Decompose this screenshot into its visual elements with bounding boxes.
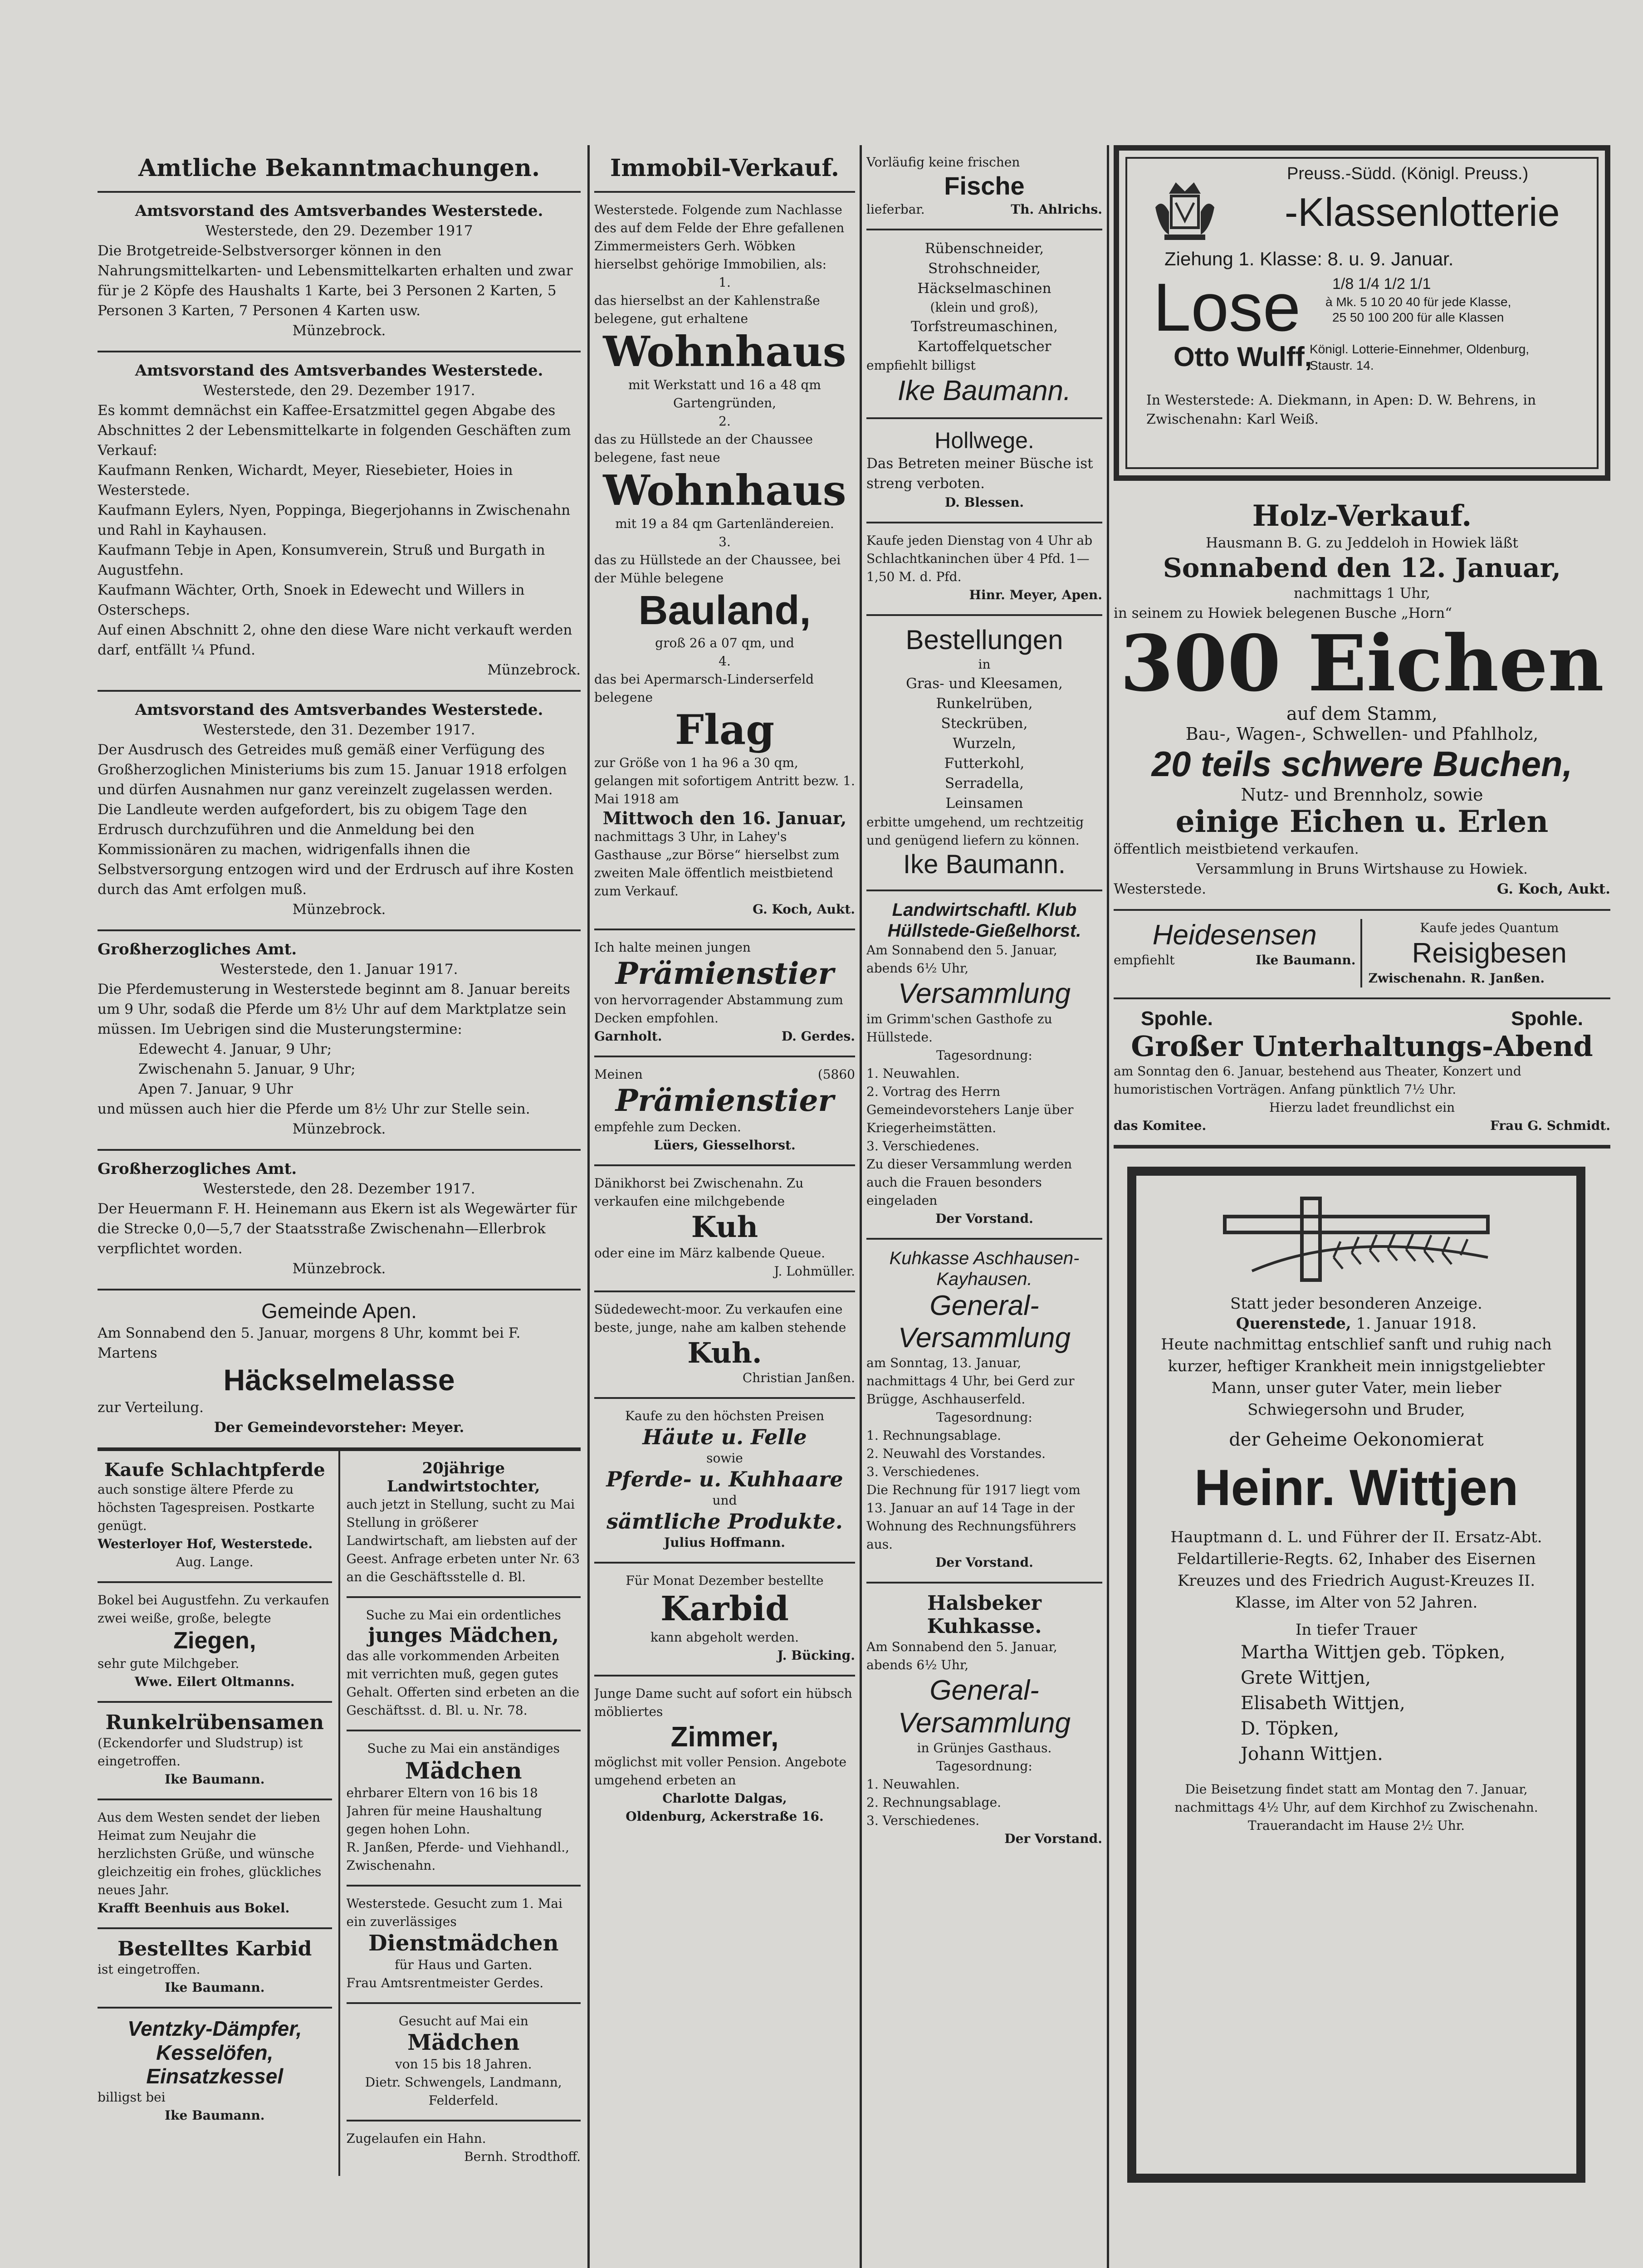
ads-left-column: [98, 1451, 340, 2176]
ad-signature: Wwe. Eilert Oltmanns.: [134, 1674, 295, 1689]
agenda-item: 1. Neuwahlen.: [866, 1776, 960, 1792]
ad: [866, 616, 1102, 892]
ad-body: im Grimm'schen Gasthofe zu Hüllstede.: [866, 1011, 1052, 1045]
column-ads-right: [1114, 145, 1610, 2183]
ad-line: Häckselmaschinen: [917, 280, 1051, 297]
ad-body: auf dem Stamm,: [1286, 704, 1438, 725]
notice-title: Großherzogliches Amt.: [98, 1160, 297, 1178]
ad-signature: das Komitee.: [1114, 1118, 1207, 1134]
ad-line: sämtliche Produkte.: [606, 1509, 843, 1534]
column-official-notices: [98, 150, 581, 2176]
ads-right-column: [340, 1451, 581, 2176]
ads-pair: [1114, 911, 1610, 999]
ad-signature-row: [1114, 1117, 1610, 1135]
ad-body: ist eingetroffen.: [98, 1961, 200, 1977]
ad-headline: Zimmer,: [670, 1721, 779, 1753]
ad-line: Leinsamen: [945, 795, 1023, 811]
ad-headline: Kuh.: [687, 1336, 762, 1369]
real-estate-sale: [594, 191, 855, 930]
death-notice-place: Querenstede,: [1236, 1315, 1351, 1333]
ad-line: Runkelrüben,: [936, 695, 1033, 712]
ad-body: Gesucht auf Mai ein: [398, 2014, 528, 2029]
item-headline: Wohnhaus: [603, 465, 846, 515]
ad-body: am Sonntag den 6. Januar, bestehend aus Theater, Konzert und humoristischen Vorträgen. Anfang pünktlich 7½ Uhr.: [1114, 1064, 1521, 1097]
death-notice-family: [1159, 1640, 1554, 1767]
ad-body: Das Betreten meiner Büsche ist streng verboten.: [866, 455, 1093, 492]
notice-body: Es kommt demnächst ein Kaffee-Ersatzmittel gegen Abgabe des Abschnittes 2 der Lebensmittelkarte in folgenden Geschäften zum Verkauf:: [98, 402, 571, 459]
notice-line: Kaufmann Wächter, Orth, Snoek in Edewecht und Willers in Osterscheps.: [98, 582, 525, 618]
item-text: das zu Hüllstede an der Chaussee, bei der Mühle belegene: [594, 552, 841, 586]
ad-headline: Prämienstier: [615, 956, 834, 992]
ad-title: Kaufe Schlachtpferde: [104, 1459, 325, 1481]
ad-body: Bokel bei Augustfehn. Zu verkaufen zwei weiße, große, belegte: [98, 1592, 329, 1626]
ad-body: Zugelaufen ein Hahn.: [346, 2131, 486, 2146]
lottery-ad: [1114, 145, 1610, 481]
ad-body: Vorläufig keine frischen: [866, 155, 1020, 170]
ad: [347, 1451, 581, 1598]
ad-signature: G. Koch, Aukt.: [1496, 880, 1610, 897]
ad-line: Torfstreumaschinen,: [911, 318, 1058, 335]
column-rule: [587, 145, 590, 2268]
ad: [866, 230, 1102, 419]
family-member: Martha Wittjen geb. Töpken,: [1241, 1642, 1506, 1663]
ad-title: Holz-Verkauf.: [1252, 499, 1472, 533]
ad-body: Die Rechnung für 1917 liegt vom 13. Januar an auf 14 Tage in der Wohnung des Rechnungsführers aus.: [866, 1482, 1081, 1552]
notice-signature: Münzebrock.: [292, 1261, 386, 1277]
ad-body: empfiehlt: [1114, 953, 1175, 968]
item-text: mit Werkstatt und 16 a 48 qm Gartengründen,: [628, 377, 821, 411]
ad-signature: Oldenburg, Ackerstraße 16.: [626, 1809, 824, 1824]
ad-body: Versammlung in Bruns Wirtshause zu Howiek.: [1196, 860, 1528, 877]
ad-headline: Reisigbesen: [1412, 937, 1567, 969]
agenda-item: 2. Vortrag des Herrn Gemeindevorstehers Lanje über Kriegerheimstätten.: [866, 1084, 1074, 1135]
notice-body: zur Verteilung.: [98, 1399, 204, 1416]
ad-body: billigst bei: [98, 2090, 166, 2105]
ad-number: (5860: [817, 1067, 855, 1082]
ad: [594, 930, 855, 1057]
section-header: Amtliche Bekanntmachungen.: [138, 154, 540, 182]
notice-headline: Häckselmelasse: [223, 1363, 455, 1397]
death-notice-heading: Statt jeder besonderen Anzeige.: [1230, 1295, 1482, 1313]
ad-signature: Der Vorstand.: [935, 1211, 1033, 1226]
ad-signature: D. Gerdes.: [781, 1029, 855, 1044]
ad: [594, 1677, 855, 1836]
item-number: 4.: [719, 654, 731, 669]
column-rule: [1107, 145, 1109, 2268]
ad-body: Südedewecht-moor. Zu verkaufen eine beste, junge, nahe am kalben stehende: [594, 1301, 846, 1335]
death-notice-role: der Geheime Oekonomierat: [1229, 1429, 1484, 1451]
notice-line: Edewecht 4. Januar, 9 Uhr;: [138, 1041, 332, 1057]
lottery-lose: Lose: [1153, 269, 1301, 345]
ad-body: sehr gute Milchgeber.: [98, 1656, 240, 1671]
ad-headline: Ziegen,: [173, 1627, 256, 1654]
notice-line: Kaufmann Tebje in Apen, Konsumverein, Struß und Burgath in Augustfehn.: [98, 542, 545, 578]
death-notice-name: Heinr. Wittjen: [1194, 1459, 1519, 1516]
agenda-item: 2. Neuwahl des Vorstandes.: [866, 1446, 1046, 1461]
notice-title: Amtsvorstand des Amtsverbandes Westerstede.: [135, 362, 543, 380]
ad-signature: Der Vorstand.: [935, 1555, 1033, 1570]
ad-signature: Hinr. Meyer, Apen.: [969, 587, 1102, 602]
ad-headline: General-Versammlung: [898, 1290, 1071, 1354]
ad-headline: Prämienstier: [615, 1083, 834, 1119]
ad-headline: Versammlung: [898, 978, 1071, 1010]
ad-title: 20jährige Landwirtstochter,: [386, 1459, 540, 1496]
notice-date: Westerstede, den 29. Dezember 1917.: [203, 382, 475, 399]
ad-line: Wurzeln,: [953, 735, 1016, 752]
ad-title-row: [1114, 1007, 1610, 1030]
notice-signature: Münzebrock.: [292, 1121, 386, 1137]
ad: [347, 1731, 581, 1887]
ad-body: kann abgeholt werden.: [650, 1629, 799, 1645]
notice-body: Auf einen Abschnitt 2, ohne den diese Ware nicht verkauft werden darf, entfällt ¼ Pfund.: [98, 622, 572, 658]
lottery-dates: Ziehung 1. Klasse: 8. u. 9. Januar.: [1164, 248, 1454, 269]
ad-signature: Ike Baumann.: [165, 2108, 265, 2123]
ad-body: Suche zu Mai ein anständiges: [367, 1741, 560, 1756]
ad-body: (Eckendorfer und Sludstrup) ist eingetroffen.: [98, 1735, 303, 1769]
ad-signature: Frau G. Schmidt.: [1490, 1118, 1610, 1134]
ad-signature: Lüers, Giesselhorst.: [654, 1138, 796, 1153]
ad-body: ehrbarer Eltern von 16 bis 18 Jahren für meine Haushaltung gegen hohen Lohn.: [346, 1785, 543, 1837]
ad-line: Kartoffelquetscher: [917, 338, 1051, 355]
ad: [1114, 999, 1610, 1149]
lottery-prices: 25 50 100 200 für alle Klassen: [1332, 310, 1504, 324]
notice-line: Apen 7. Januar, 9 Uhr: [138, 1081, 293, 1097]
lottery-prices: à Mk. 5 10 20 40 für jede Klasse,: [1325, 295, 1511, 309]
ad-signature: Ike Baumann.: [903, 849, 1066, 879]
ad-body: empfiehlt billigst: [866, 358, 976, 373]
ad: [594, 1564, 855, 1677]
ad-body: Suche zu Mai ein ordentliches: [366, 1607, 561, 1623]
ad: [866, 523, 1102, 616]
ad-body: in Grünjes Gasthaus.: [917, 1740, 1052, 1755]
ad: [98, 1451, 332, 1583]
ad-headline: 20 teils schwere Buchen,: [1151, 744, 1573, 784]
ad-body: und: [712, 1492, 737, 1508]
agenda-header: Tagesordnung:: [936, 1047, 1032, 1063]
ad-body: öffentlich meistbietend verkaufen.: [1114, 841, 1359, 857]
ad-signature-row: [1114, 951, 1356, 969]
ad-headline: Mädchen: [405, 1757, 522, 1784]
family-member: Elisabeth Wittjen,: [1241, 1693, 1405, 1714]
ad-body: Hierzu ladet freundlichst ein: [1269, 1100, 1455, 1115]
small-ads-row: [98, 1451, 581, 2176]
ad-line: Steckrüben,: [941, 715, 1028, 732]
ad-signature: Julius Hoffmann.: [664, 1535, 786, 1550]
death-notice-body: Heute nachmittag entschlief sanft und ruhig nach kurzer, heftiger Krankheit mein innigstgeliebter Mann, unser guter Vater, mein lieber Schwiegersohn und Bruder,: [1161, 1335, 1552, 1419]
ad-headline: 300 Eichen: [1120, 618, 1604, 709]
agenda-item: 3. Verschiedenes.: [866, 1138, 980, 1154]
ad-headline: Mädchen: [407, 2030, 520, 2056]
ad: [347, 2121, 581, 2176]
ad-headline: Heidesensen: [1152, 919, 1317, 951]
ad-signature: Th. Ahlrichs.: [1011, 202, 1102, 217]
notice: [98, 1151, 581, 1290]
ad-title: Bestelltes Karbid: [117, 1937, 312, 1960]
ad-headline: junges Mädchen,: [368, 1623, 559, 1647]
agenda-header: Tagesordnung:: [936, 1410, 1032, 1425]
ad-place: Westerstede.: [1114, 880, 1206, 897]
ad: [347, 2004, 581, 2121]
ad: [98, 1929, 332, 2009]
ad-signature-row: [594, 1027, 855, 1046]
agenda-item: 1. Rechnungsablage.: [866, 1428, 1002, 1443]
notice-body: Die Pferdemusterung in Westerstede beginnt am 8. Januar bereits um 9 Uhr, sodaß die Pferde um 8½ Uhr auf dem Marktplatze sein müssen. Im Uebrigen sind die Musterungstermine:: [98, 981, 570, 1037]
item-text: groß 26 a 07 qm, und: [655, 635, 794, 651]
ad-body: Dänikhorst bei Zwischenahn. Zu verkaufen eine milchgebende: [594, 1176, 804, 1209]
death-notice-dateline: [1159, 1314, 1554, 1334]
sale-text: nachmittags 3 Uhr, in Lahey's Gasthause „zur Börse“ hierselbst zum zweiten Male öffentlich meistbietend zum Verkauf.: [594, 829, 840, 899]
ad-signature: Aug. Lange.: [176, 1554, 254, 1569]
item-text: das hierselbst an der Kahlenstraße belegene, gut erhaltene: [594, 293, 820, 326]
ad-signature-row: [866, 200, 1102, 219]
ad-headline: Großer Unterhaltungs-Abend: [1131, 1030, 1593, 1063]
agenda-item: 2. Rechnungsablage.: [866, 1794, 1002, 1810]
item-headline: Wohnhaus: [603, 327, 846, 376]
cross-palm-icon: [1159, 1189, 1554, 1294]
notice-signature: Der Gemeindevorsteher: Meyer.: [214, 1419, 465, 1436]
death-notice: [1127, 1167, 1585, 2183]
ad-line: (klein und groß),: [930, 300, 1039, 315]
column-ads-middle: [866, 145, 1102, 1858]
ad-signature: Ike Baumann.: [165, 1980, 265, 1995]
ad-headline: einige Eichen u. Erlen: [1175, 803, 1549, 839]
ad: [594, 1292, 855, 1399]
ad-title: Halsbeker Kuhkasse.: [927, 1592, 1042, 1638]
sale-intro: Westerstede. Folgende zum Nachlasse des auf dem Felde der Ehre gefallenen Zimmermeisters Gerh. Wöbken hierselbst gehörige Immobilien, als:: [594, 202, 845, 272]
ad: [594, 1057, 855, 1166]
notice-title: Großherzogliches Amt.: [98, 940, 297, 958]
ad-line: Rübenschneider,: [924, 240, 1044, 257]
ad-body: Kaufe zu den höchsten Preisen: [625, 1408, 825, 1423]
death-notice-date: 1. Januar 1918.: [1356, 1315, 1477, 1333]
notice-body: und müssen auch hier die Pferde um 8½ Uhr zur Stelle sein.: [98, 1101, 530, 1117]
notice: [98, 1290, 581, 1451]
ad-signature: Der Vorstand.: [1004, 1831, 1102, 1846]
ad: [347, 1887, 581, 2004]
ad-body: von 15 bis 18 Jahren.: [395, 2057, 532, 2072]
ad-body: Aus dem Westen sendet der lieben Heimat zum Neujahr die herzlichsten Grüße, und wünsche gleichzeitig ein frohes, glückliches neues Jahr.: [98, 1809, 322, 1897]
notice-title: Amtsvorstand des Amtsverbandes Westerstede.: [135, 202, 543, 220]
item-text: mit 19 a 84 qm Gartenländereien.: [615, 516, 834, 531]
notice-body: Der Heuermann F. H. Heinemann aus Ekern ist als Wegewärter für die Strecke 0,0—5,7 der Staatsstraße Zwischenahn—Ellerbrok verpflichtet worden.: [98, 1201, 577, 1257]
ad-signature: Bernh. Strodthoff.: [464, 2149, 581, 2165]
ad-body: Am Sonnabend den 5. Januar, abends 6½ Uhr,: [866, 1639, 1057, 1673]
ad: [866, 1240, 1102, 1584]
notice: [98, 191, 581, 352]
ad-title: Landwirtschaftl. Klub Hüllstede-Gießelhorst.: [887, 900, 1081, 941]
agenda-item: 3. Verschiedenes.: [866, 1813, 980, 1828]
sale-text: zur Größe von 1 ha 96 a 30 qm, gelangen mit sofortigem Antritt bezw. 1. Mai 1918 am: [594, 755, 855, 807]
agenda-header: Tagesordnung:: [936, 1758, 1032, 1774]
death-notice-footer: Die Beisetzung findet statt am Montag den 7. Januar, nachmittags 4½ Uhr, auf dem Kirchhof zu Zwischenahn.: [1174, 1782, 1538, 1815]
lottery-title: Preuss.-Südd. (Königl. Preuss.): [1287, 164, 1529, 183]
ad-body: Bau-, Wagen-, Schwellen- und Pfahlholz,: [1185, 724, 1539, 744]
column-real-estate: [594, 150, 855, 1836]
notice-line: Kaufmann Eylers, Nyen, Poppinga, Biegerjohanns in Zwischenahn und Rahl in Kayhausen.: [98, 502, 571, 538]
ad-headline: Fische: [944, 171, 1025, 200]
death-notice-mourning: In tiefer Trauer: [1295, 1621, 1418, 1639]
ad-headline: Bestellungen: [905, 624, 1063, 655]
ad: [866, 145, 1102, 230]
notice-title: Amtsvorstand des Amtsverbandes Westerstede.: [135, 701, 543, 719]
ad-body: Ich halte meinen jungen: [594, 940, 751, 955]
ad-signature: J. Bücking.: [777, 1647, 855, 1663]
ad-date: Sonnabend den 12. Januar,: [1163, 552, 1561, 583]
notice-signature: Münzebrock.: [487, 662, 581, 678]
ad: [866, 419, 1102, 523]
notice-date: Westerstede, den 29. Dezember 1917: [205, 223, 473, 239]
crown-emblem-icon: [1151, 176, 1219, 253]
lottery-prices: 1/8 1/4 1/2 1/1: [1332, 275, 1431, 293]
item-headline: Flag: [675, 706, 775, 754]
ad-signature: J. Lohmüller.: [774, 1263, 855, 1279]
death-notice-footer: Trauerandacht im Hause 2½ Uhr.: [1247, 1818, 1465, 1833]
ad-signature: Charlotte Dalgas,: [662, 1791, 787, 1806]
ad-signature: Krafft Beenhuis aus Bokel.: [98, 1900, 290, 1916]
notice-line: Zwischenahn 5. Januar, 9 Uhr;: [138, 1061, 356, 1077]
agenda-item: 1. Neuwahlen.: [866, 1066, 960, 1081]
ad-line: Gras- und Kleesamen,: [906, 675, 1063, 692]
ad-body: erbitte umgehend, um rechtzeitig und genügend liefern zu können.: [866, 814, 1084, 848]
ad-signature: Dietr. Schwengels, Landmann, Felderfeld.: [365, 2075, 562, 2108]
ad-body: für Haus und Garten.: [395, 1957, 533, 1973]
ad-headline: Karbid: [660, 1589, 789, 1628]
ad-signature: Garnholt.: [594, 1029, 662, 1044]
ad-intro-row: [594, 1066, 855, 1084]
lottery-agents: In Westerstede: A. Diekmann, in Apen: D. W. Behrens, in Zwischenahn: Karl Weiß.: [1146, 392, 1536, 427]
notice: [98, 692, 581, 931]
ad-body: nachmittags 1 Uhr,: [1293, 585, 1431, 601]
ad-line: Serradella,: [944, 775, 1024, 792]
sale-signature: G. Koch, Aukt.: [753, 902, 855, 917]
lottery-agent-sub: Königl. Lotterie-Einnehmer, Oldenburg, Staustr. 14.: [1310, 342, 1530, 372]
ad-title: Hollwege.: [934, 427, 1034, 453]
ad-body: das alle vorkommenden Arbeiten mit verrichten muß, gegen gutes Gehalt. Offerten sind erbeten an die Geschäftsst. d. Bl. u. Nr. 78.: [346, 1648, 580, 1718]
ad-headline: General-Versammlung: [898, 1675, 1071, 1739]
ad-body: Kaufe jedes Quantum: [1420, 920, 1559, 935]
ad-signature: Frau Amtsrentmeister Gerdes.: [346, 1975, 544, 1991]
death-notice-body: Hauptmann d. L. und Führer der II. Ersatz-Abt. Feldartillerie-Regts. 62, Inhaber des Eisernen Kreuzes und des Friedrich August-Kreuzes II. Klasse, im Alter von 52 Jahren.: [1170, 1528, 1542, 1612]
lottery-title: -Klassenlotterie: [1285, 190, 1560, 235]
item-text: das zu Hüllstede an der Chaussee belegene, fast neue: [594, 431, 813, 465]
notice-date: Westerstede, den 31. Dezember 1917.: [203, 722, 475, 738]
notice-signature: Münzebrock.: [292, 901, 386, 918]
ad-body: Meinen: [594, 1067, 643, 1082]
notice: [98, 931, 581, 1151]
item-headline: Bauland,: [638, 587, 811, 633]
ad: [98, 1703, 332, 1800]
ad-headline: Ike Baumann.: [897, 375, 1071, 407]
notice-date: Westerstede, den 28. Dezember 1917.: [203, 1181, 475, 1197]
ad-body: am Sonntag, 13. Januar, nachmittags 4 Uhr, bei Gerd zur Brügge, Aschhauserfeld.: [866, 1355, 1075, 1407]
section-header: Immobil-Verkauf.: [610, 154, 839, 182]
ad-body: auch jetzt in Stellung, sucht zu Mai Stellung in größerer Landwirtschaft, am liebsten auf der Geest. Anfrage erbeten unter Nr. 63 an die Geschäftsstelle d. Bl.: [346, 1496, 580, 1584]
ad-body: Kaufe jeden Dienstag von 4 Uhr ab Schlachtkaninchen über 4 Pfd. 1—1,50 M. d. Pfd.: [866, 533, 1093, 584]
ad-body: auch sonstige ältere Pferde zu höchsten Tagespreisen. Postkarte genügt.: [98, 1481, 315, 1533]
ad-body: Am Sonnabend den 5. Januar, abends 6½ Uhr,: [866, 943, 1057, 976]
ad-body: empfehle zum Decken.: [594, 1119, 741, 1135]
ad: [866, 1584, 1102, 1858]
ad-body: Nutz- und Brennholz, sowie: [1241, 784, 1483, 805]
ad-body: oder eine im März kalbende Queue.: [594, 1245, 826, 1261]
column-rule: [860, 145, 862, 2268]
ad-signature: R. Janßen, Pferde- und Viehhandl., Zwischenahn.: [346, 1839, 570, 1873]
ad-signature: Westerloyer Hof, Westerstede.: [98, 1536, 313, 1551]
ad: [866, 891, 1102, 1239]
notice-signature: Münzebrock.: [292, 323, 386, 339]
ad-title: Kuhkasse Aschhausen-Kayhausen.: [889, 1248, 1080, 1289]
lottery-agent-name: Otto Wulff,: [1174, 342, 1312, 372]
ad-body: sowie: [706, 1450, 743, 1466]
ad-body: Westerstede. Gesucht zum 1. Mai ein zuverlässiges: [346, 1896, 563, 1929]
ad: [1114, 919, 1362, 987]
ad-line: Strohschneider,: [928, 260, 1041, 277]
notice-body: Der Ausdrusch des Getreides muß gemäß einer Verfügung des Großherzoglichen Ministeriums bis zum 15. Januar 1918 erfolgen und dürfen Ausnahmen nur ganz vereinzelt zugelassen werden.: [98, 742, 567, 798]
notice-body: Die Landleute werden aufgefordert, bis zu obigem Tage den Erdrusch durchzuführen und die Anmeldung bei den Kommissionären zu machen, widrigenfalls ihnen die Selbstversorgung entzogen wird und der Erdrusch auf ihre Kosten durch das Amt erfolgen muß.: [98, 802, 574, 898]
ad-headline: Ventzky-Dämpfer, Kesselöfen, Einsatzkessel: [127, 2016, 302, 2088]
family-member: D. Töpken,: [1241, 1718, 1340, 1740]
ad: [594, 1399, 855, 1564]
ad-line: Häute u. Felle: [642, 1424, 807, 1449]
ad: [347, 1598, 581, 1732]
ad-signature: Zwischenahn. R. Janßen.: [1368, 971, 1545, 986]
ad-body: lieferbar.: [866, 202, 925, 217]
family-member: Johann Wittjen.: [1241, 1744, 1383, 1765]
ad-title: Spohle.: [1511, 1007, 1583, 1030]
ad-headline: Dienstmädchen: [368, 1930, 559, 1956]
ad: [1114, 481, 1610, 911]
notice-body: Am Sonnabend den 5. Januar, morgens 8 Uhr, kommt bei F. Martens: [98, 1325, 521, 1361]
item-number: 3.: [719, 534, 731, 549]
notice-title: Gemeinde Apen.: [261, 1299, 417, 1323]
ad: [98, 2009, 332, 2135]
ad-line: Futterkohl,: [944, 755, 1025, 772]
ad-signature: Ike Baumann.: [1256, 953, 1356, 968]
agenda-item: 3. Verschiedenes.: [866, 1464, 980, 1480]
notice-body: Die Brotgetreide-Selbstversorger können in den Nahrungsmittelkarten- und Lebensmittelkarten erhalten und zwar für je 2 Köpfe des Haushalts 1 Karte, bei 3 Personen 2 Karten, 5 Personen 3 Karten, 7 Personen 4 Karten usw.: [98, 243, 573, 319]
ad-body: Junge Dame sucht auf sofort ein hübsch möbliertes: [594, 1686, 852, 1719]
ad-body: Für Monat Dezember bestellte: [626, 1573, 824, 1588]
ad-line: Pferde- u. Kuhhaare: [606, 1466, 843, 1491]
sale-date: Mittwoch den 16. Januar,: [602, 807, 847, 828]
ad-signature-row: [1114, 879, 1610, 899]
ad: [594, 1166, 855, 1292]
item-number: 1.: [719, 275, 731, 290]
ad-body: Zu dieser Versammlung werden auch die Frauen besonders eingeladen: [866, 1156, 1072, 1208]
ad: [1362, 919, 1611, 987]
ad-body: in: [978, 656, 991, 672]
ad-body: in seinem zu Howiek belegenen Busche „Horn“: [1114, 605, 1452, 621]
ad-signature: Christian Janßen.: [742, 1370, 855, 1385]
ad: [98, 1583, 332, 1703]
ad-headline: Kuh: [691, 1210, 758, 1245]
ad-signature: Ike Baumann.: [165, 1771, 265, 1787]
ad-title: Runkelrübensamen: [105, 1711, 324, 1734]
notice: [98, 352, 581, 692]
ad-title: Spohle.: [1141, 1007, 1213, 1030]
notice-date: Westerstede, den 1. Januar 1917.: [220, 961, 458, 978]
item-text: das bei Apermarsch-Linderserfeld belegene: [594, 672, 814, 705]
ad: [98, 1800, 332, 1929]
ad-body: möglichst mit voller Pension. Angebote umgehend erbeten an: [594, 1755, 847, 1788]
notice-line: Kaufmann Renken, Wichardt, Meyer, Riesebieter, Hoies in Westerstede.: [98, 462, 513, 499]
ad-signature: D. Blessen.: [944, 494, 1024, 510]
ad-body: von hervorragender Abstammung zum Decken empfohlen.: [594, 992, 843, 1026]
item-number: 2.: [719, 413, 731, 429]
ad-body: Hausmann B. G. zu Jeddeloh in Howiek läßt: [1206, 535, 1518, 551]
family-member: Grete Wittjen,: [1241, 1667, 1371, 1689]
